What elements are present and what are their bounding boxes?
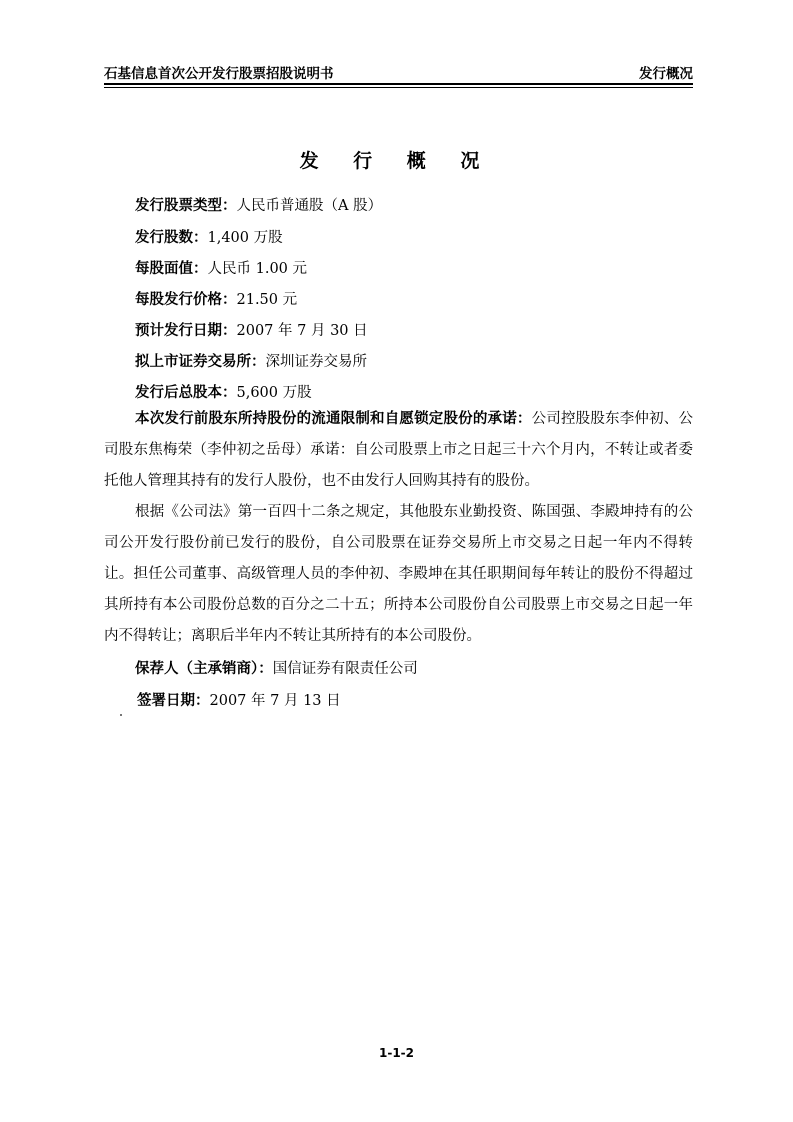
field-value: 国信证券有限责任公司 <box>272 661 418 677</box>
lockup-text: 公司控股股东李仲初、公司股东焦梅荣（李仲初之岳母）承诺：自公司股票上市之日起三十六个月内，不转让或者委托他人管理其持有的发行人股份，也不由发行人回购其持有的股份。 <box>104 411 694 489</box>
field-value: 人民币普通股（A 股） <box>236 198 383 214</box>
header-rule-thick <box>104 83 693 85</box>
field-label: 发行后总股本： <box>135 385 237 401</box>
field-stock-type <box>135 194 382 215</box>
field-label: 签署日期： <box>137 693 210 709</box>
field-label: 发行股票类型： <box>135 198 237 214</box>
field-sponsor <box>135 657 418 678</box>
field-exchange <box>135 350 367 371</box>
page-title: 发 行 概 况 <box>299 150 494 172</box>
field-label: 每股面值： <box>135 261 208 277</box>
field-label: 保荐人（主承销商）： <box>135 661 273 677</box>
header-rule-thin <box>104 87 693 88</box>
field-issue-date <box>135 319 368 340</box>
field-label: 每股发行价格： <box>135 292 237 308</box>
page-number: 1-1-2 <box>378 1046 414 1060</box>
field-value: 深圳证券交易所 <box>265 354 367 370</box>
field-label: 发行股数： <box>135 230 208 246</box>
field-issue-price <box>135 288 297 309</box>
field-signing-date <box>137 689 341 710</box>
field-total-shares <box>135 381 312 402</box>
header-section-title: 发行概况 <box>639 66 693 82</box>
field-value: 5,600 万股 <box>236 385 312 401</box>
lockup-paragraph <box>104 404 693 497</box>
field-par-value <box>135 257 307 278</box>
field-value: 1,400 万股 <box>207 230 283 246</box>
field-value: 21.50 元 <box>236 292 298 308</box>
field-share-count <box>135 226 283 247</box>
field-label: 预计发行日期： <box>135 323 237 339</box>
header-document-title: 石基信息首次公开发行股票招股说明书 <box>104 66 334 82</box>
field-value: 人民币 1.00 元 <box>207 261 308 277</box>
page-header <box>104 62 693 82</box>
field-label: 拟上市证券交易所： <box>135 354 266 370</box>
stray-mark <box>120 714 122 716</box>
field-value: 2007 年 7 月 30 日 <box>236 323 368 339</box>
law-paragraph: 根据《公司法》第一百四十二条之规定，其他股东业勤投资、陈国强、李殿坤持有的公司公开发行股份前已发行的股份，自公司股票在证券交易所上市交易之日起一年内不得转让。担任公司董事、高级管理人员的李仲初、李殿坤在其任职期间每年转让的股份不得超过其所持有本公司股份总数的百分之二十五；所持本公司股份自公司股票上市交易之日起一年内不得转让；离职后半年内不转让其所持有的本公司股份。 <box>104 504 693 644</box>
lockup-label: 本次发行前股东所持股份的流通限制和自愿锁定股份的承诺： <box>135 411 532 427</box>
field-value: 2007 年 7 月 13 日 <box>209 693 341 709</box>
